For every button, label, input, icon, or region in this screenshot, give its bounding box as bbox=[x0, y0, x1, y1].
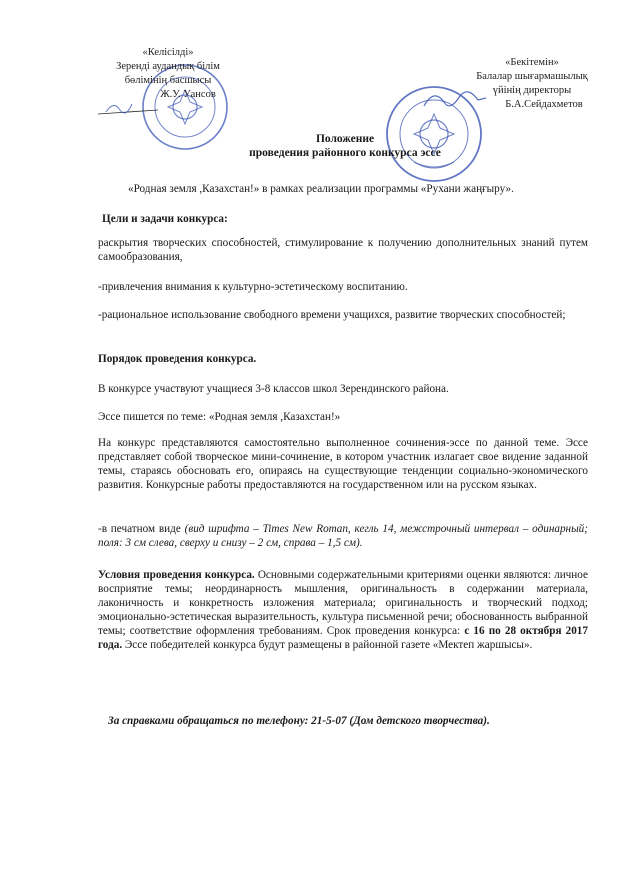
document-title: Положение проведения районного конкурса эссе bbox=[249, 133, 441, 159]
approval-block-right bbox=[452, 56, 612, 112]
agreed-label: «Келісілді» bbox=[142, 47, 194, 58]
signer-name: Б.А.Сейдахметов bbox=[505, 99, 583, 110]
goal-item-2: -привлечения внимания к культурно-эстетическому воспитанию. bbox=[98, 281, 408, 293]
approved-label: «Бекітемін» bbox=[505, 57, 559, 68]
order-paragraph-3: На конкурс представляются самостоятельно выполненное сочинения-эссе по данной теме. Эссе представляет собой творческое мини-сочинение, в котором участник излагает свое видение заданной темы, стараясь обосновать его, опираясь на существующие тенденции социально-экономического развития. Конкурсные работы предоставляются на государственном или на русском языках. bbox=[98, 437, 588, 491]
position-title: бөлімінің басшысы bbox=[124, 75, 212, 86]
contest-dates: с 16 по 28 октября 2017 года. bbox=[98, 625, 588, 651]
order-heading: Порядок проведения конкурса. bbox=[98, 353, 257, 365]
goal-item-1: раскрытия творческих способностей, стимулирование к получению дополнительных знаний путем самообразования, bbox=[98, 237, 588, 263]
approval-block-left bbox=[98, 46, 238, 102]
conditions-heading: Условия проведения конкурса. bbox=[98, 569, 255, 581]
order-paragraph-4: -в печатном виде (вид шрифта – Times New Roman, кегль 14, межстрочный интервал – одинарный; поля: 3 см слева, сверху и снизу – 2 см, справа – 1,5 см). bbox=[98, 523, 589, 549]
department-name: Зеренді аудандық білім bbox=[116, 61, 220, 72]
document-subtitle: «Родная земля ,Казахстан!» в рамках реализации программы «Рухани жаңғыру». bbox=[128, 183, 514, 195]
organization-name: Балалар шығармашылық bbox=[476, 71, 588, 82]
order-paragraph-2: Эссе пишется по теме: «Родная земля ,Казахстан!» bbox=[98, 411, 341, 423]
goal-item-3: -рациональное использование свободного времени учащихся, развитие творческих способностей; bbox=[98, 309, 566, 321]
position-title: үйінің директоры bbox=[492, 85, 572, 96]
goals-heading: Цели и задачи конкурса: bbox=[102, 213, 228, 225]
signer-name: Ж.У. Уансов bbox=[160, 89, 216, 100]
order-paragraph-1: В конкурсе участвуют учащиеся 3-8 классов школ Зерендинского района. bbox=[98, 383, 449, 395]
contact-line: За справками обращаться по телефону: 21-5-07 (Дом детского творчества). bbox=[108, 715, 490, 727]
conditions-paragraph: Условия проведения конкурса. Основными содержательными критериями оценки являются: личное восприятие темы; неординарность мышления, оригинальность в содержании материала, лаконичность и конкретность изложения материала; оригинальность и творческий подход; эмоционально-эстетическая выразительность, культура письменной речи; обоснованность выбранной темы; соответствие оформления требованиям. Срок проведения конкурса: с 16 по 28 октября 2017 года. Эссе победителей конкурса будут размещены в районной газете «Мектеп жаршысы». bbox=[98, 569, 588, 651]
